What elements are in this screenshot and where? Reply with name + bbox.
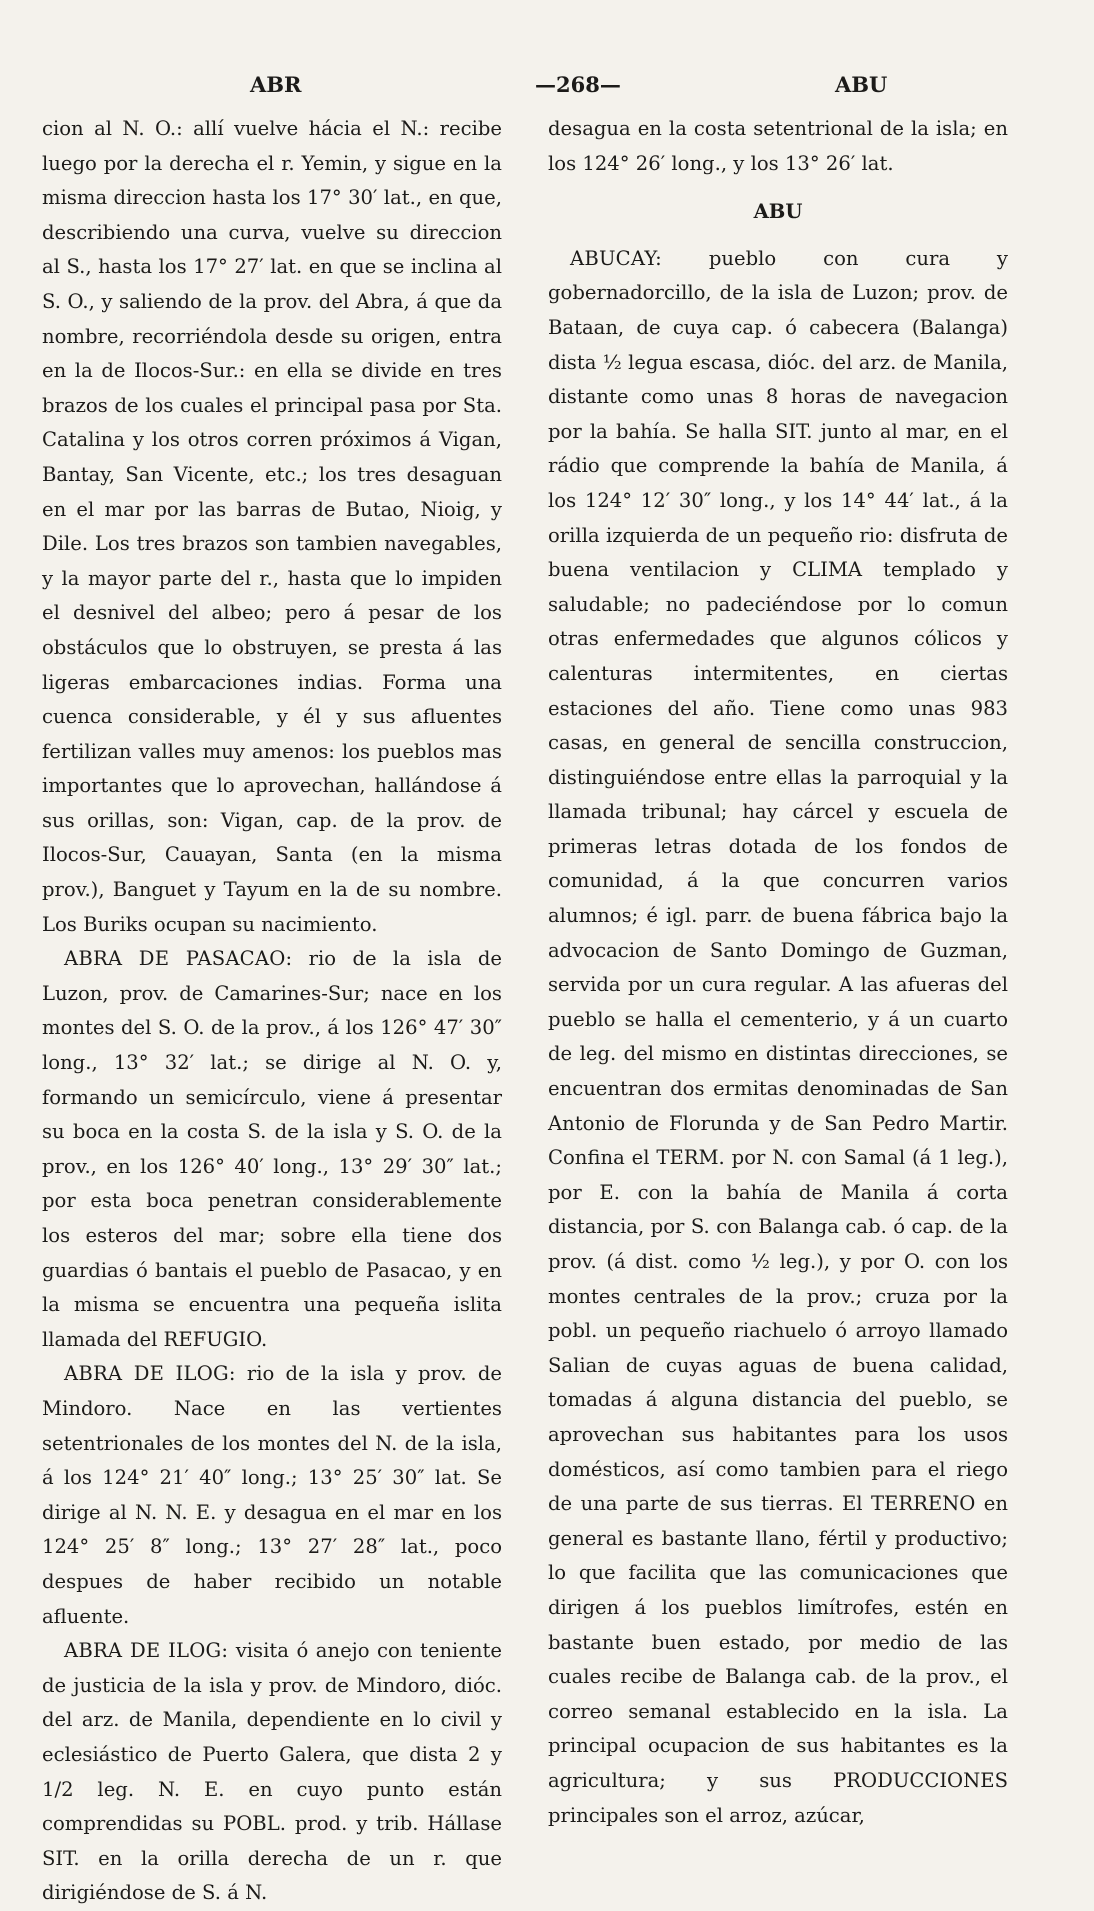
entry-text: rio de la isla de Luzon, prov. de Camarines-Sur; nace en los montes del S. O. de la prov., á los 126° 47′ 30″ long., 13° 32′ lat.; se dirige al N. O. y, formando un semicírculo, viene á presentar su boca en la costa S. de la isla y S. O. de la prov., en los 126° 40′ long., 13° 29′ 30″ lat.; por esta boca penetran considerablemente los esteros del mar; sobre ella tiene dos guardias ó bantais el pueblo de Pasacao, y en la misma se encuentra una pequeña islita llamada del REFUGIO. <box>42 947 502 1351</box>
dictionary-entry <box>42 1634 502 1911</box>
entry-text: visita ó anejo con teniente de justicia de la isla y prov. de Mindoro, dióc. del arz. de Manila, dependiente en lo civil y eclesiástico de Puerto Galera, que dista 2 y 1/2 leg. N. E. en cuyo punto están comprendidas su POBL. prod. y trib. Hállase SIT. en la orilla derecha de un r. que dirigiéndose de S. á N. <box>42 1639 503 1905</box>
entry-headword: ABRA DE ILOG: <box>64 1639 229 1663</box>
dictionary-entry <box>42 942 502 1357</box>
right-column <box>548 112 1008 1833</box>
page-number: —268— <box>535 72 621 97</box>
entry-headword: ABRA DE PASACAO: <box>64 947 293 971</box>
entry-text: desagua en la costa setentrional de la isla; en los 124° 26′ long., y los 13° 26′ lat. <box>548 117 1008 175</box>
running-head-left: ABR <box>250 72 302 97</box>
left-column <box>42 112 502 1911</box>
entry-text: cion al N. O.: allí vuelve hácia el N.: recibe luego por la derecha el r. Yemin, y sigue en la misma direccion hasta los 17° 30′ lat., en que, describiendo una curva, vuelve su direccion al S., hasta los 17° 27′ lat. en que se inclina al S. O., y saliendo de la prov. del Abra, á que da nombre, recorriéndola desde su origen, entra en la de Ilocos-Sur.: en ella se divide en tres brazos de los cuales el principal pasa por Sta. Catalina y los otros corren próximos á Vigan, Bantay, San Vicente, etc.; los tres desaguan en el mar por las barras de Butao, Nioig, y Dile. Los tres brazos son tambien navegables, y la mayor parte del r., hasta que lo impiden el desnivel del albeo; pero á pesar de los obstáculos que lo obstruyen, se presta á las ligeras embarcaciones indias. Forma una cuenca considerable, y él y sus afluentes fertilizan valles muy amenos: los pueblos mas importantes que lo aprovechan, hallándose á sus orillas, son: Vigan, cap. de la prov. de Ilocos-Sur, Cauayan, Santa (en la misma prov.), Banguet y Tayum en la de su nombre. Los Buriks ocupan su nacimiento. <box>42 117 502 936</box>
running-head <box>40 72 1040 102</box>
dictionary-entry <box>42 1357 502 1634</box>
entry-text: rio de la isla y prov. de Mindoro. Nace en las vertientes setentrionales de los montes del N. de la isla, á los 124° 21′ 40″ long.; 13° 25′ 30″ lat. Se dirige al N. N. E. y desagua en el mar en los 124° 25′ 8″ long.; 13° 27′ 28″ lat., poco despues de haber recibido un notable afluente. <box>42 1362 502 1628</box>
entry-headword: ABRA DE ILOG: <box>64 1362 236 1386</box>
running-head-right: ABU <box>835 72 888 97</box>
section-heading: ABU <box>753 200 803 224</box>
continued-paragraph <box>42 112 502 942</box>
entry-headword: ABUCAY: <box>570 246 662 270</box>
dictionary-entry <box>548 242 1008 1833</box>
continued-paragraph <box>548 112 1008 181</box>
entry-text: pueblo con cura y gobernadorcillo, de la isla de Luzon; prov. de Bataan, de cuya cap. ó cabecera (Balanga) dista ½ legua escasa, dióc. del arz. de Manila, distante como unas 8 horas de navegacion por la bahía. Se halla SIT. junto al mar, en el rádio que comprende la bahía de Manila, á los 124° 12′ 30″ long., y los 14° 44′ lat., á la orilla izquierda de un pequeño rio: disfruta de buena ventilacion y CLIMA templado y saludable; no padeciéndose por lo comun otras enfermedades que algunos cólicos y calenturas intermitentes, en ciertas estaciones del año. Tiene como unas 983 casas, en general de sencilla construccion, distinguiéndose entre ellas la parroquial y la llamada tribunal; hay cárcel y escuela de primeras letras dotada de los fondos de comunidad, á la que concurren varios alumnos; é igl. parr. de buena fábrica bajo la advocacion de Santo Domingo de Guzman, servida por un cura regular. A las afueras del pueblo se halla el cementerio, y á un cuarto de leg. del mismo en distintas direcciones, se encuentran dos ermitas denominadas de San Antonio de Florunda y de San Pedro Martir. Confina el TERM. por N. con Samal (á 1 leg.), por E. con la bahía de Manila á corta distancia, por S. con Balanga cab. ó cap. de la prov. (á dist. como ½ leg.), y por O. con los montes centrales de la prov.; cruza por la pobl. un pequeño riachuelo ó arroyo llamado Salian de cuyas aguas de buena calidad, tomadas á alguna distancia del pueblo, se aprovechan sus habitantes para los usos domésticos, así como tambien para el riego de una parte de sus tierras. El TERRENO en general es bastante llano, fértil y productivo; lo que facilita que las comunicaciones que dirigen á los pueblos limítrofes, estén en bastante buen estado, por medio de las cuales recibe de Balanga cab. de la prov., el correo semanal establecido en la isla. La principal ocupacion de sus habitantes es la agricultura; y sus PRODUCCIONES principales son el arroz, azúcar, <box>548 246 1008 1827</box>
